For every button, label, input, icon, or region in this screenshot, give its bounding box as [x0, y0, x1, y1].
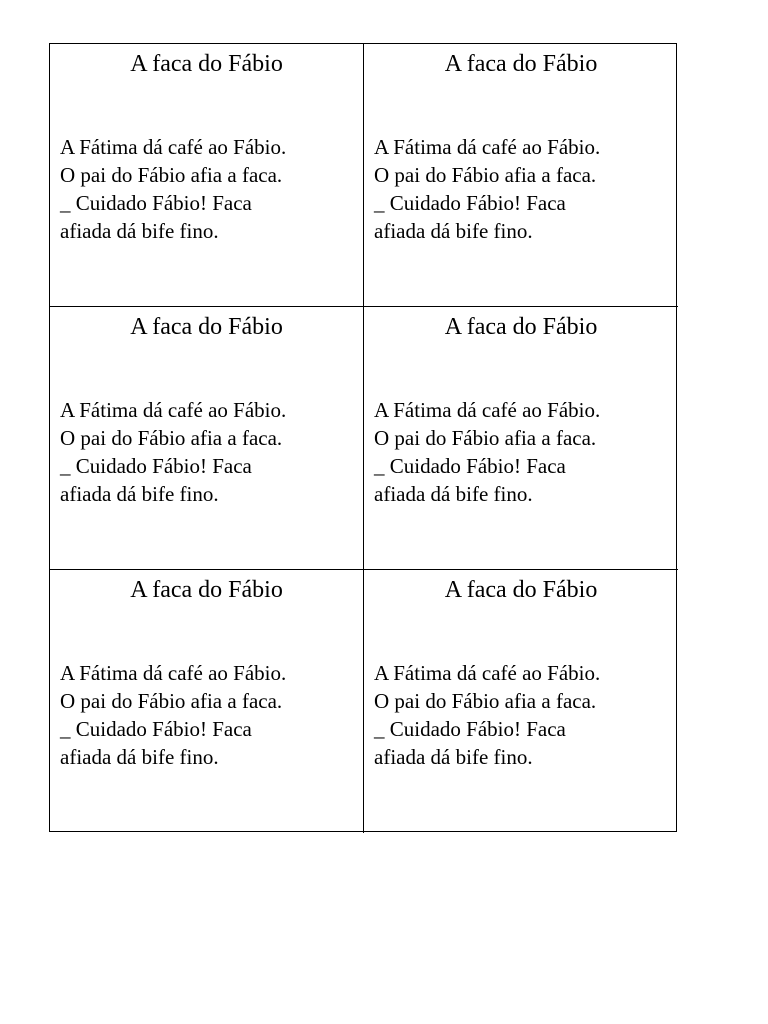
card-text — [374, 396, 672, 508]
card-text-line: _ Cuidado Fábio! Faca — [374, 191, 566, 215]
card-text-line: O pai do Fábio afia a faca. — [60, 163, 283, 187]
card-title: A faca do Fábio — [130, 577, 283, 603]
card-text-line: O pai do Fábio afia a faca. — [374, 163, 597, 187]
card-text — [60, 396, 357, 508]
card-text-line: A Fátima dá café ao Fábio. — [374, 135, 601, 159]
reading-card — [50, 570, 364, 833]
card-text-line: _ Cuidado Fábio! Faca — [60, 717, 252, 741]
card-title: A faca do Fábio — [444, 314, 598, 340]
reading-card — [50, 44, 364, 307]
reading-card — [364, 570, 678, 833]
card-text-line: afiada dá bife fino. — [374, 482, 533, 506]
card-text-line: O pai do Fábio afia a faca. — [374, 689, 597, 713]
card-title: A faca do Fábio — [130, 51, 283, 77]
card-text-line: afiada dá bife fino. — [60, 219, 219, 243]
card-text — [60, 659, 357, 771]
card-text-line: A Fátima dá café ao Fábio. — [60, 661, 287, 685]
card-text-line: afiada dá bife fino. — [60, 745, 219, 769]
card-text-line: O pai do Fábio afia a faca. — [374, 426, 597, 450]
card-text — [60, 133, 357, 245]
card-text — [374, 659, 672, 771]
card-text-line: _ Cuidado Fábio! Faca — [374, 454, 566, 478]
card-text — [374, 133, 672, 245]
card-text-line: _ Cuidado Fábio! Faca — [60, 191, 252, 215]
card-text-line: A Fátima dá café ao Fábio. — [60, 398, 287, 422]
card-text-line: O pai do Fábio afia a faca. — [60, 426, 283, 450]
reading-card — [364, 44, 678, 307]
card-text-line: _ Cuidado Fábio! Faca — [374, 717, 566, 741]
card-text-line: afiada dá bife fino. — [60, 482, 219, 506]
card-title: A faca do Fábio — [444, 577, 598, 603]
card-title: A faca do Fábio — [130, 314, 283, 340]
reading-card — [364, 307, 678, 570]
card-text-line: A Fátima dá café ao Fábio. — [374, 398, 601, 422]
card-text-line: A Fátima dá café ao Fábio. — [60, 135, 287, 159]
card-grid — [49, 43, 677, 832]
reading-card — [50, 307, 364, 570]
card-text-line: _ Cuidado Fábio! Faca — [60, 454, 252, 478]
card-title: A faca do Fábio — [444, 51, 598, 77]
card-text-line: O pai do Fábio afia a faca. — [60, 689, 283, 713]
card-text-line: afiada dá bife fino. — [374, 219, 533, 243]
card-text-line: A Fátima dá café ao Fábio. — [374, 661, 601, 685]
card-text-line: afiada dá bife fino. — [374, 745, 533, 769]
